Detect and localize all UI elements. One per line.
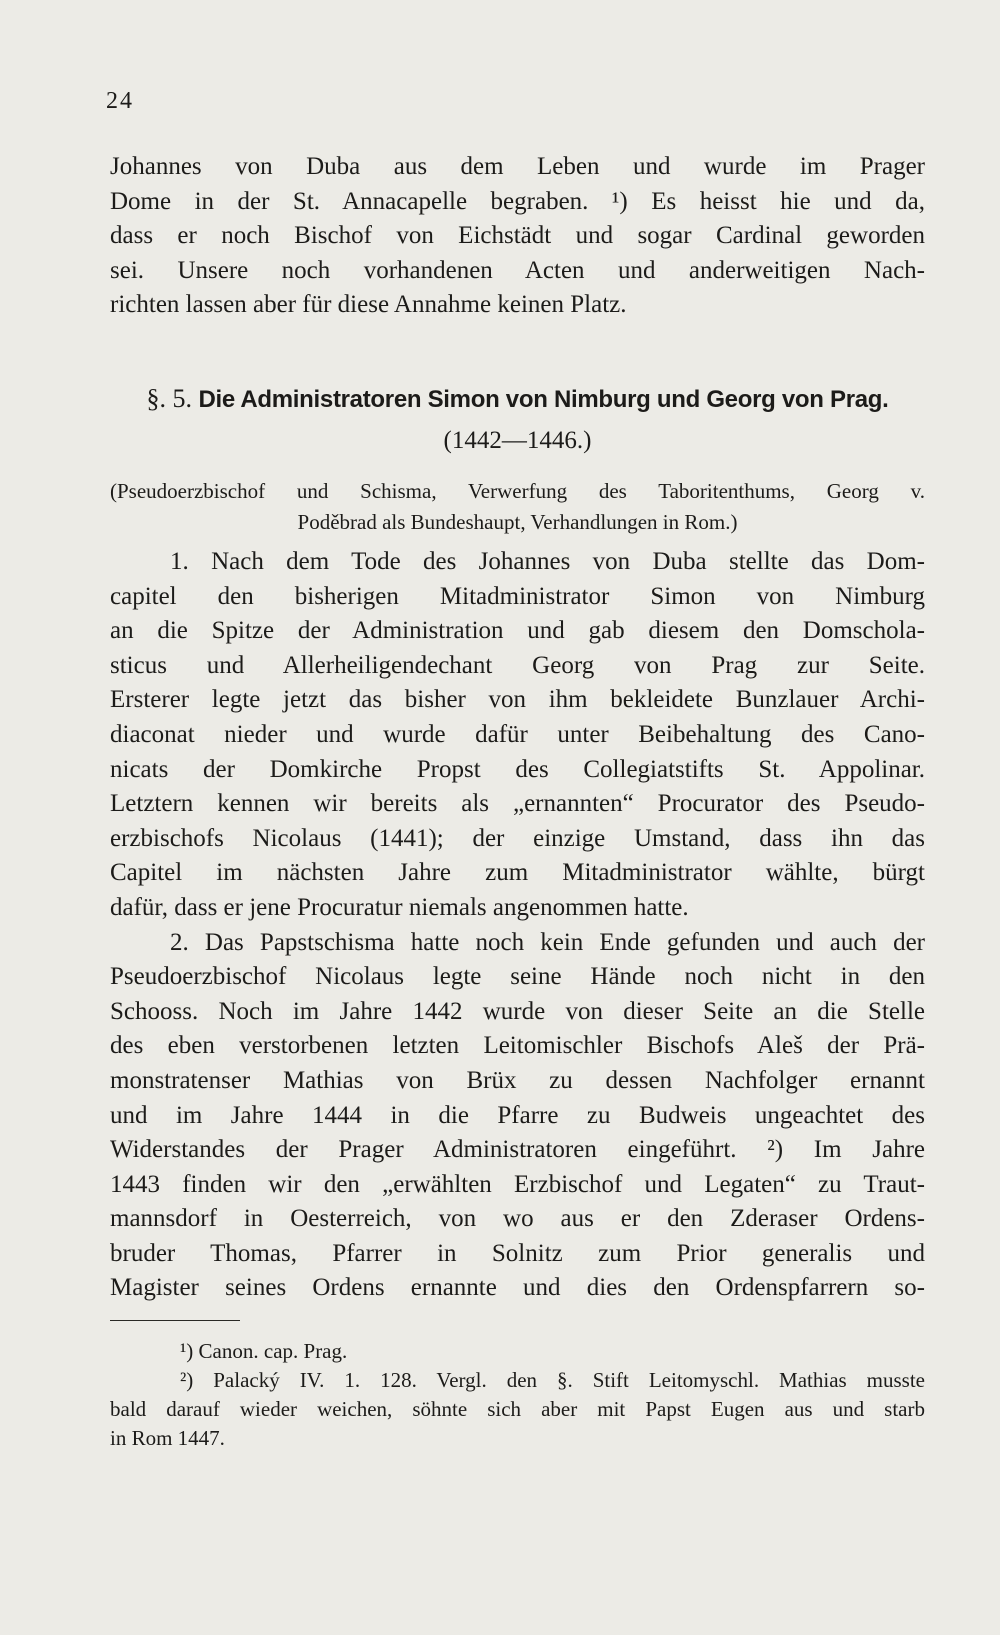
text-line: Pseudoerzbischof Nicolaus legte seine Hände noch nicht in den (110, 963, 925, 991)
text-line: dass er noch Bischof von Eichstädt und sogar Cardinal geworden (110, 222, 925, 250)
text-line: erzbischofs Nicolaus (1441); der einzige Umstand, dass ihn das (110, 824, 925, 852)
text-line: Letztern kennen wir bereits als „ernannten“ Procurator des Pseudo- (110, 790, 925, 818)
text-line: Magister seines Ordens ernannte und dies den Ordenspfarrern so- (110, 1274, 925, 1302)
text-line: nicats der Domkirche Propst des Collegiatstifts St. Appolinar. (110, 755, 925, 783)
text-line: Widerstandes der Prager Administratoren eingeführt. ²) Im Jahre (110, 1136, 925, 1164)
text-line: capitel den bisherigen Mitadministrator Simon von Nimburg (110, 582, 925, 610)
section-summary (110, 476, 925, 538)
text-line: 1. Nach dem Tode des Johannes von Duba stellte das Dom- (170, 548, 925, 575)
intro-paragraph (110, 150, 925, 323)
text-line: dafür, dass er jene Procuratur niemals angenommen hatte. (110, 893, 689, 921)
footnote-2-continued: in Rom 1447. (110, 1426, 225, 1450)
text-line: und im Jahre 1444 in die Pfarre zu Budweis ungeachtet des (110, 1101, 925, 1129)
section-years: (1442—1446.) (443, 427, 592, 454)
text-line: an die Spitze der Administration und gab diesem den Domschola- (110, 617, 925, 645)
summary-line: (Pseudoerzbischof und Schisma, Verwerfung des Taboritenthums, Georg v. (110, 479, 925, 503)
footnote-1: ¹) Canon. cap. Prag. (180, 1339, 348, 1363)
section-heading (110, 382, 925, 417)
footnote-2-continued: bald darauf wieder weichen, söhnte sich aber mit Papst Eugen aus und starb (110, 1397, 925, 1421)
text-line: 2. Das Papstschisma hatte noch kein Ende gefunden und auch der (170, 928, 925, 956)
text-line: diaconat nieder und wurde dafür unter Beibehaltung des Cano- (110, 720, 925, 748)
footnotes (110, 1337, 925, 1453)
section-number: §. 5. (146, 384, 192, 413)
section-title: Die Administratoren Simon von Nimburg und Georg von Prag. (198, 386, 889, 413)
text-line: sei. Unsere noch vorhandenen Acten und anderweitigen Nach- (110, 256, 925, 284)
text-line: 1443 finden wir den „erwählten Erzbischof und Legaten“ zu Traut- (110, 1170, 925, 1198)
page-number: 24 (106, 88, 134, 114)
text-line: mannsdorf in Oesterreich, von wo aus er den Zderaser Ordens- (110, 1205, 925, 1233)
text-line: bruder Thomas, Pfarrer in Solnitz zum Prior generalis und (110, 1239, 925, 1267)
footnote-2: ²) Palacký IV. 1. 128. Vergl. den §. Stift Leitomyschl. Mathias musste (180, 1368, 925, 1392)
text-line: des eben verstorbenen letzten Leitomischler Bischofs Aleš der Prä- (110, 1032, 925, 1060)
text-line: Johannes von Duba aus dem Leben und wurde im Prager (110, 153, 925, 180)
text-line: Capitel im nächsten Jahre zum Mitadministrator wählte, bürgt (110, 859, 925, 887)
main-text (110, 545, 925, 1306)
text-line: Ersterer legte jetzt das bisher von ihm bekleidete Bunzlauer Archi- (110, 686, 925, 714)
text-line: sticus und Allerheiligendechant Georg von Prag zur Seite. (110, 651, 925, 679)
summary-line: Poděbrad als Bundeshaupt, Verhandlungen in Rom.) (297, 510, 738, 534)
text-line: richten lassen aber für diese Annahme keinen Platz. (110, 291, 627, 319)
text-line: Schooss. Noch im Jahre 1442 wurde von dieser Seite an die Stelle (110, 997, 925, 1025)
footnote-rule (110, 1320, 240, 1321)
text-line: Dome in der St. Annacapelle begraben. ¹) Es heisst hie und da, (110, 187, 925, 215)
text-line: monstratenser Mathias von Brüx zu dessen Nachfolger ernannt (110, 1066, 925, 1094)
